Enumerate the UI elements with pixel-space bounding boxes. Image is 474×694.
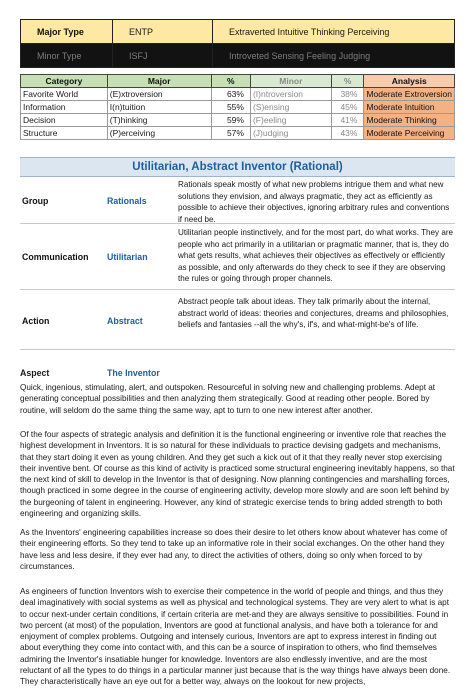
minor-cell: (J)udging <box>250 127 331 140</box>
major-pct-header: % <box>211 75 250 88</box>
analysis-cell: Moderate Intuition <box>364 101 455 114</box>
aspect-row-communication <box>20 224 455 290</box>
major-type-description: Extraverted Intuitive Thinking Perceiving <box>213 20 455 44</box>
aspect-key: Action <box>22 316 50 326</box>
minor-pct-cell: 45% <box>331 101 364 114</box>
analysis-cell: Moderate Extroversion <box>364 88 455 101</box>
minor-pct-cell: 38% <box>331 88 364 101</box>
major-type-row <box>21 20 455 44</box>
major-type-label: Major Type <box>21 20 113 44</box>
major-pct-cell: 55% <box>211 101 250 114</box>
major-pct-cell: 57% <box>211 127 250 140</box>
major-cell: (T)hinking <box>107 114 211 127</box>
category-cell: Information <box>21 101 108 114</box>
aspect-value: Utilitarian <box>107 252 148 262</box>
aspect-key: Group <box>22 196 49 206</box>
major-pct-cell: 59% <box>211 114 250 127</box>
category-row <box>21 127 455 140</box>
category-table <box>20 74 455 140</box>
aspect-row-action <box>20 290 455 350</box>
role-title: Utilitarian, Abstract Inventor (Rational) <box>20 157 455 177</box>
major-cell: I(n)tuition <box>107 101 211 114</box>
minor-cell: (S)ensing <box>250 101 331 114</box>
aspect-row-group <box>20 178 455 224</box>
category-cell: Decision <box>21 114 108 127</box>
minor-pct-cell: 43% <box>331 127 364 140</box>
aspect-description: Rationals speak mostly of what new problems intrigue them and what new solutions they envision, and always pragmatic, they act as efficiently as possible to achieve their objectives, ignoring arbitrary rules and conventions if need be. <box>178 180 450 224</box>
analysis-cell: Moderate Perceiving <box>364 127 455 140</box>
aspect-heading-label: Aspect <box>20 368 50 378</box>
category-header-row <box>21 75 455 88</box>
major-type-code: ENTP <box>113 20 213 44</box>
category-row <box>21 88 455 101</box>
category-row <box>21 101 455 114</box>
minor-type-code: ISFJ <box>113 44 213 68</box>
major-cell: (E)xtroversion <box>107 88 211 101</box>
aspect-heading-value: The Inventor <box>107 368 160 378</box>
description-paragraph-2: Of the four aspects of strategic analysis and definition it is the functional engineering or inventive role that reaches the highest development in Inventors. It is so natural for these individuals to practice devising gadgets and mechanisms, that they start doing it even as young children. And they get such a kick out of it that they really never stop exercising their inventive bent. Of course as this kind of activity is practiced some structural engineering inevitably happens, so that the next kind of skill to develop in the Inventor is that of designing. Now planning contingencies and marshalling forces, though practiced in some degree in the course of engineering activity, develop more slowly and are soon left behind by the burgeoning of talent in engineering. However, any kind of strategic exercise tends to bring added strength to both engineering and organizing skills. <box>20 430 455 519</box>
category-cell: Favorite World <box>21 88 108 101</box>
description-paragraph-1: Quick, ingenious, stimulating, alert, and outspoken. Resourceful in solving new and challenging problems. Adept at generating conceptual possibilities and then analyzing them strategically. Good at reading other people. Bored by routine, will seldom do the same thing the same way, apt to turn to one new interest after another. <box>20 383 436 415</box>
category-cell: Structure <box>21 127 108 140</box>
description-paragraph-3: As the Inventors' engineering capabilities increase so does their desire to let others know about whatever has come of their engineering efforts. So they tend to take up an informative role in their social exchanges. On the other hand they have less and less desire, if they ever had any, to direct the activities of others, doing so only when forced to by circumstances. <box>20 528 448 571</box>
aspect-value: Abstract <box>107 316 143 326</box>
minor-cell: (I)ntroversion <box>250 88 331 101</box>
aspect-value: Rationals <box>107 196 147 206</box>
major-pct-cell: 63% <box>211 88 250 101</box>
description-paragraph-4: As engineers of function Inventors wish to exercise their competence in the world of people and things, and thus they deal imaginatively with social systems as well as physical and technological systems. They are very alert to what is apt to occur next-under certain conditions, if certain criteria are met-and they are always sensitive to possibilities. Found in two percent (at most) of the population, Inventors are good at functional analysis, and have both a tolerance for and enjoyment of complex problems. Outgoing and intensely curious, Inventors are apt to express interest in finding out about everything they come into contact with, and this can be a source of inspiration to others, who find themselves admiring the Inventor's insatiable hunger for knowledge. Inventors are also endlessly inventive, and are the most reluctant of all the types to do things in a particular manner just because that is the way things have always been done. They characteristically have an eye out for a better way, always on the lookout for new projects, <box>20 587 451 687</box>
analysis-header: Analysis <box>364 75 455 88</box>
minor-type-description: Introveted Sensing Feeling Judging <box>213 44 455 68</box>
minor-type-row <box>21 44 455 68</box>
category-header: Category <box>21 75 108 88</box>
analysis-cell: Moderate Thinking <box>364 114 455 127</box>
minor-pct-header: % <box>331 75 364 88</box>
minor-type-label: Minor Type <box>21 44 113 68</box>
category-row <box>21 114 455 127</box>
major-header: Major <box>107 75 211 88</box>
minor-header: Minor <box>250 75 331 88</box>
aspect-key: Communication <box>22 252 89 262</box>
minor-cell: (F)eeling <box>250 114 331 127</box>
aspect-description: Abstract people talk about ideas. They talk primarily about the internal, abstract world of ideas: theories and conjectures, dreams and philosophies, beliefs and fantasies --all the why's, if's, and what-might-be's of life. <box>178 297 449 330</box>
minor-pct-cell: 41% <box>331 114 364 127</box>
type-table <box>20 19 455 68</box>
aspect-description: Utilitarian people instinctively, and for the most part, do what works. They are people who act primarily in a utilitarian or pragmatic manner, that is, they do what gets results, what achieves their objectives as effectively or efficiently as possible, and only afterwards do they check to see if they are observing the rules or going through proper channels. <box>178 228 454 284</box>
major-cell: (P)erceiving <box>107 127 211 140</box>
